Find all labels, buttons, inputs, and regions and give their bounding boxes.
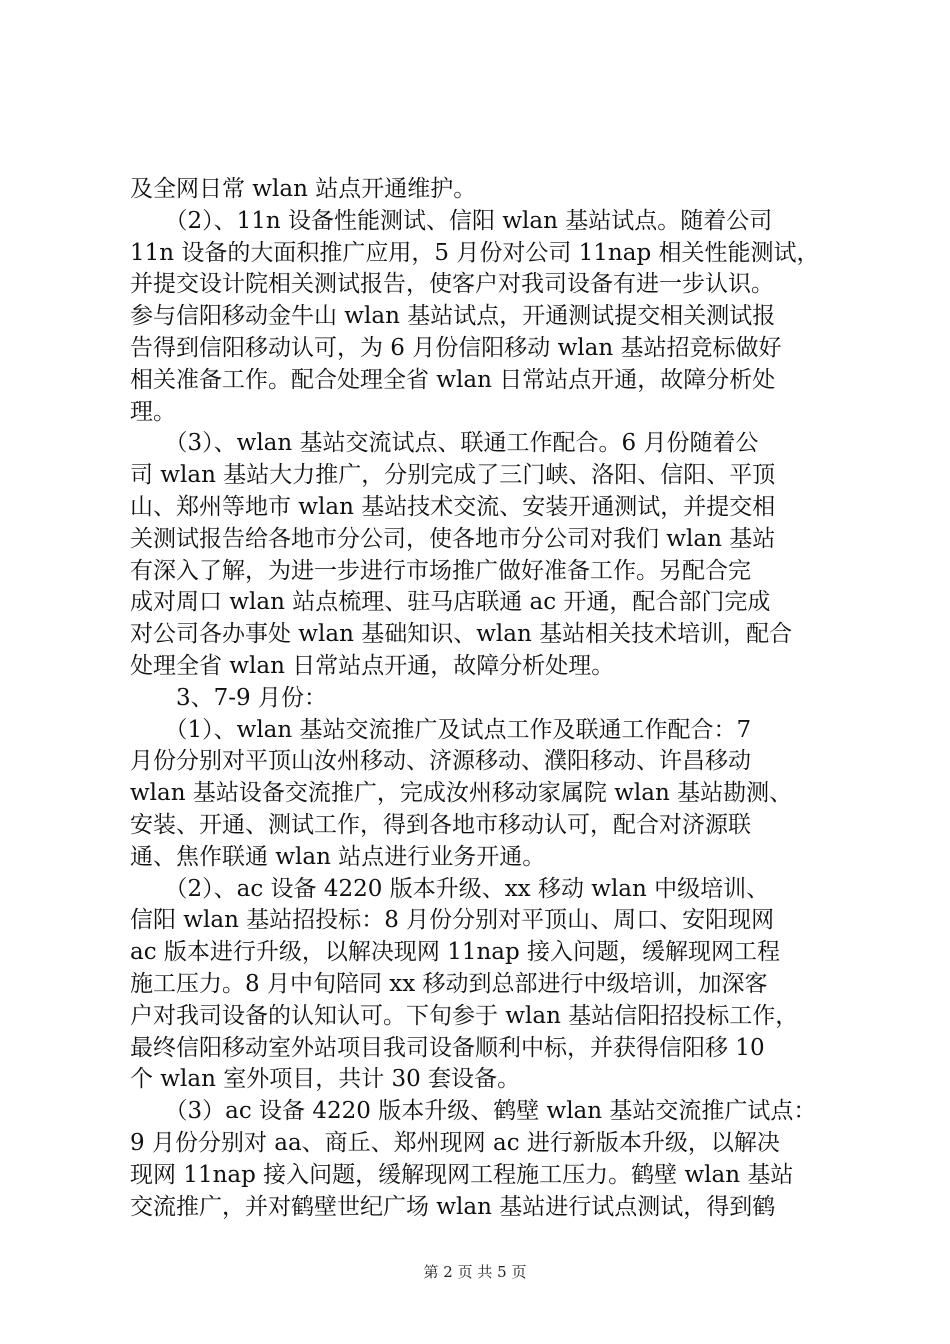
text-line: wlan 基站设备交流推广，完成汝州移动家属院 wlan 基站勘测、 bbox=[130, 780, 793, 807]
text-line: 及全网日常 wlan 站点开通维护。 bbox=[130, 176, 477, 202]
text-line: （3）ac 设备 4220 版本升级、鹤壁 wlan 基站交流推广试点： bbox=[130, 1098, 817, 1125]
text-line: 对公司各办事处 wlan 基础知识、wlan 基站相关技术培训，配合 bbox=[130, 621, 793, 648]
text-line: 现网 11nap 接入问题，缓解现网工程施工压力。鹤壁 wlan 基站 bbox=[130, 1161, 794, 1188]
document-body bbox=[130, 174, 830, 1223]
text-line: 信阳 wlan 基站招投标：8 月份分别对平顶山、周口、安阳现网 bbox=[130, 907, 775, 934]
text-line: 参与信阳移动金牛山 wlan 基站试点，开通测试提交相关测试报 bbox=[130, 303, 776, 330]
text-line: 最终信阳移动室外站项目我司设备顺利中标，并获得信阳移 10 bbox=[130, 1034, 765, 1061]
text-line: 司 wlan 基站大力推广，分别完成了三门峡、洛阳、信阳、平顶 bbox=[130, 462, 776, 489]
text-line: 相关准备工作。配合处理全省 wlan 日常站点开通，故障分析处 bbox=[130, 366, 776, 393]
text-line: 交流推广，并对鹤壁世纪广场 wlan 基站进行试点测试，得到鹤 bbox=[130, 1193, 776, 1220]
text-line: 施工压力。8 月中旬陪同 xx 移动到总部进行中级培训，加深客 bbox=[130, 970, 768, 997]
page-number-label: 第 2 页 共 5 页 bbox=[423, 1263, 527, 1281]
text-line: 月份分别对平顶山汝州移动、济源移动、濮阳移动、许昌移动 bbox=[130, 748, 751, 775]
text-line: 户对我司设备的认知认可。下旬参于 wlan 基站信阳招投标工作， bbox=[130, 1002, 799, 1029]
text-line: 11n 设备的大面积推广应用，5 月份对公司 11nap 相关性能测试， bbox=[130, 239, 820, 266]
text-line: ac 版本进行升级，以解决现网 11nap 接入问题，缓解现网工程 bbox=[130, 939, 781, 966]
text-line: 3、7-9 月份： bbox=[130, 684, 327, 711]
text-line: 通、焦作联通 wlan 站点进行业务开通。 bbox=[130, 843, 546, 870]
text-line: 有深入了解，为进一步进行市场推广做好准备工作。另配合完 bbox=[130, 557, 751, 584]
text-line: （3）、wlan 基站交流试点、联通工作配合。6 月份随着公 bbox=[130, 430, 759, 457]
text-line: （2）、ac 设备 4220 版本升级、xx 移动 wlan 中级培训、 bbox=[130, 875, 770, 902]
page-footer bbox=[0, 1262, 950, 1282]
text-line: 处理全省 wlan 日常站点开通，故障分析处理。 bbox=[130, 652, 615, 679]
text-line: （1）、wlan 基站交流推广及试点工作及联通工作配合：7 bbox=[130, 716, 752, 743]
text-line: 安装、开通、测试工作，得到各地市移动认可，配合对济源联 bbox=[130, 811, 751, 838]
text-line: 并提交设计院相关测试报告，使客户对我司设备有进一步认识。 bbox=[130, 271, 774, 298]
text-line: 个 wlan 室外项目，共计 30 套设备。 bbox=[130, 1066, 521, 1093]
text-line: 告得到信阳移动认可，为 6 月份信阳移动 wlan 基站招竞标做好 bbox=[130, 334, 782, 361]
text-line: 山、郑州等地市 wlan 基站技术交流、安装开通测试，并提交相 bbox=[130, 493, 776, 520]
text-line: 理。 bbox=[130, 398, 176, 425]
text-line: 9 月份分别对 aa、商丘、郑州现网 ac 进行新版本升级，以解决 bbox=[130, 1129, 780, 1156]
text-line: 关测试报告给各地市分公司，使各地市分公司对我们 wlan 基站 bbox=[130, 525, 776, 552]
text-line: 成对周口 wlan 站点梳理、驻马店联通 ac 开通，配合部门完成 bbox=[130, 589, 771, 616]
text-line: （2）、11n 设备性能测试、信阳 wlan 基站试点。随着公司 bbox=[130, 207, 773, 234]
